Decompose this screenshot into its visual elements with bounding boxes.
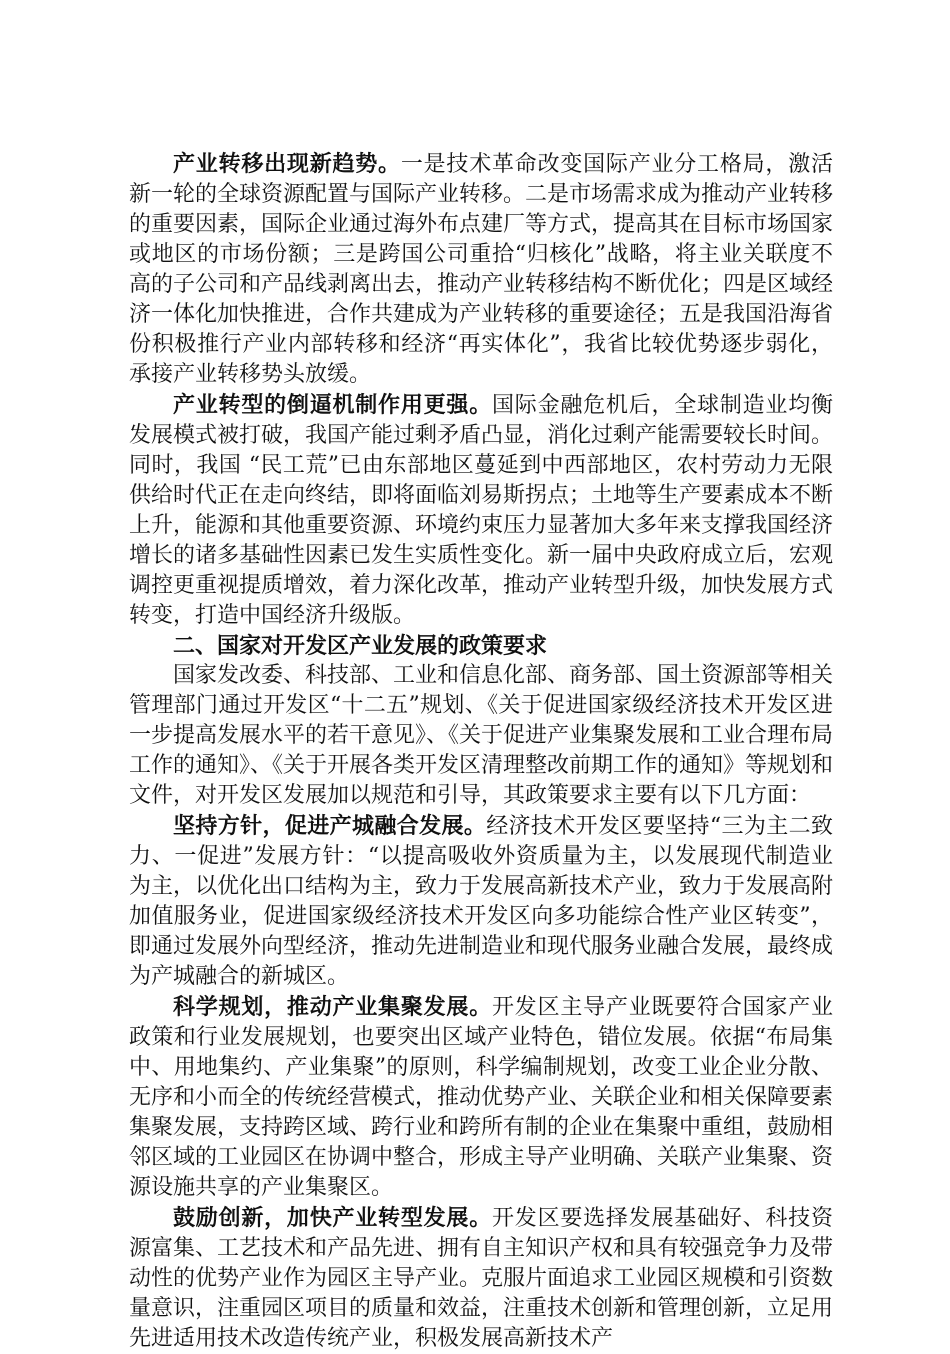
policy-paragraph-innovation bbox=[129, 1203, 833, 1354]
document-body bbox=[129, 149, 833, 1354]
section-intro: 国家发改委、科技部、工业和信息化部、商务部、国土资源部等相关管理部门通过开发区“十二五”规划、《关于促进国家级经济技术开发区进一步提高发展水平的若干意见》、《关于促进产业集聚发展和工业合理布局工作的通知》、《关于开展各类开发区清理整改前期工作的通知》等规划和文件，对开发区发展加以规范和引导，其政策要求主要有以下几方面： bbox=[129, 663, 834, 808]
paragraph-text: 国际金融危机后，全球制造业均衡发展模式被打破，我国产能过剩矛盾凸显，消化过剩产能需要较长时间。同时，我国 “民工荒”已由东部地区蔓延到中西部地区，农村劳动力无限供给时代正在走向终结，即将面临刘易斯拐点；土地等生产要素成本不断上升，能源和其他重要资源、环境约束压力显著加大多年来支撑我国经济增长的诸多基础性因素已发生实质性变化。新一届中央政府成立后，宏观调控更重视提质增效，着力深化改革，推动产业转型升级，加快发展方式转变，打造中国经济升级版。 bbox=[129, 393, 834, 628]
policy-paragraph-integration bbox=[129, 811, 833, 992]
paragraph-text: 开发区要选择发展基础好、科技资源富集、工艺技术和产品先进、拥有自主知识产权和具有较强竞争力及带动性的优势产业作为园区主导产业。克服片面追求工业园区规模和引资数量意识，注重园区项目的质量和效益，注重技术创新和管理创新，立足用先进适用技术改造传统产业，积极发展高新技术产 bbox=[129, 1206, 834, 1351]
paragraph-industry-transfer bbox=[129, 149, 833, 390]
paragraph-lead: 科学规划，推动产业集聚发展。 bbox=[173, 994, 492, 1020]
paragraph-text: 经济技术开发区要坚持“三为主二致力、一促进”发展方针：“以提高吸收外资质量为主，以发展现代制造业为主，以优化出口结构为主，致力于发展高新技术产业，致力于发展高附加值服务业，促进国家级经济技术开发区向多功能综合性产业区转变”，即通过发展外向型经济，推动先进制造业和现代服务业融合发展，最终成为产城融合的新城区。 bbox=[129, 814, 834, 989]
paragraph-industry-transformation bbox=[129, 390, 833, 631]
paragraph-lead: 产业转移出现新趋势。 bbox=[173, 151, 401, 177]
paragraph-lead: 坚持方针，促进产城融合发展。 bbox=[173, 813, 487, 839]
paragraph-lead: 产业转型的倒逼机制作用更强。 bbox=[173, 392, 492, 418]
paragraph-text: 一是技术革命改变国际产业分工格局，激活新一轮的全球资源配置与国际产业转移。二是市场需求成为推动产业转移的重要因素，国际企业通过海外布点建厂等方式，提高其在目标市场国家或地区的市场份额；三是跨国公司重拾“归核化”战略，将主业关联度不高的子公司和产品线剥离出去，推动产业转移结构不断优化；四是区域经济一体化加快推进，合作共建成为产业转移的重要途径；五是我国沿海省份积极推行产业内部转移和经济“再实体化”，我省比较优势逐步弱化，承接产业转移势头放缓。 bbox=[129, 152, 834, 387]
paragraph-lead: 鼓励创新，加快产业转型发展。 bbox=[173, 1205, 492, 1231]
policy-paragraph-planning bbox=[129, 992, 833, 1203]
paragraph-text: 开发区主导产业既要符合国家产业政策和行业发展规划，也要突出区域产业特色，错位发展。依据“布局集中、用地集约、产业集聚”的原则，科学编制规划，改变工业企业分散、无序和小而全的传统经营模式，推动优势产业、关联企业和相关保障要素集聚发展，支持跨区域、跨行业和跨所有制的企业在集聚中重组，鼓励相邻区域的工业园区在协调中整合，形成主导产业明确、关联产业集聚、资源设施共享的产业集聚区。 bbox=[129, 995, 834, 1200]
section-heading: 二、国家对开发区产业发展的政策要求 bbox=[173, 633, 548, 659]
